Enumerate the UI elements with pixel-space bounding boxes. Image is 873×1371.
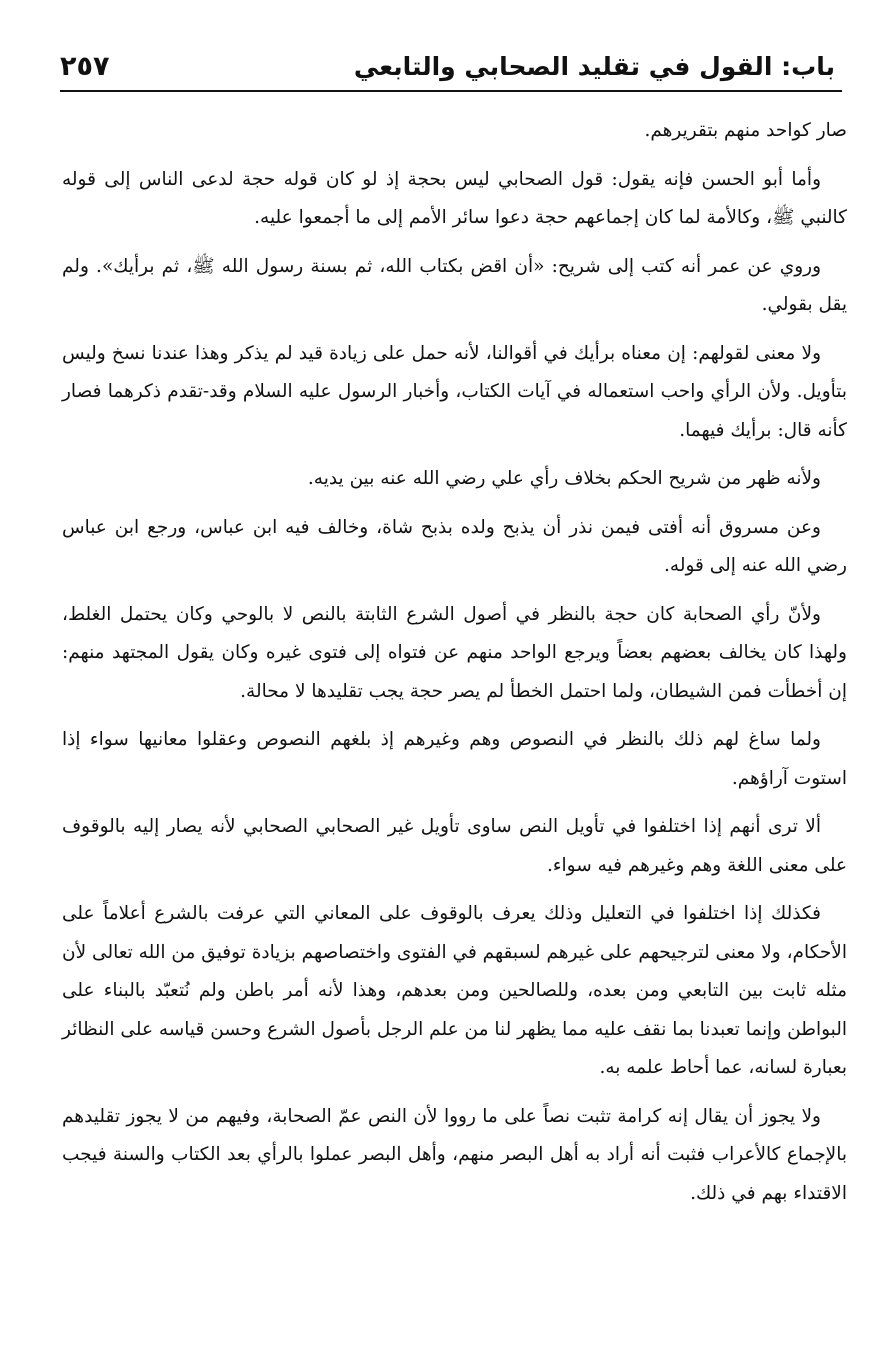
header-rule [60,90,842,92]
paragraph: ولأنه ظهر من شريح الحكم بخلاف رأي علي رضي الله عنه بين يديه. [307,468,821,489]
running-header [60,42,835,82]
paragraph: وروي عن عمر أنه كتب إلى شريح: «أن اقض بكتاب الله، ثم بسنة رسول الله ﷺ، ثم برأيك». ولم يقل بقولي. [62,255,847,315]
paragraph: وأما أبو الحسن فإنه يقول: قول الصحابي ليس بحجة إذ لو كان قوله حجة لدعى الناس إلى قوله كالنبي ﷺ، وكالأمة لما كان إجماعهم حجة دعوا سائر الأمم إلى ما أجمعوا عليه. [62,168,847,228]
paragraph: ولا معنى لقولهم: إن معناه برأيك في أقوالنا، لأنه حمل على زيادة قيد لم يذكر وهذا عندنا نسخ وليس بتأويل. ولأن الرأي واحب استعماله في آيات الكتاب، وأخبار الرسول عليه السلام وقد-تقدم ذكرهما فصار كأنه قال: برأيك فيهما. [62,342,847,441]
paragraph: ولما ساغ لهم ذلك بالنظر في النصوص وهم وغيرهم إذ بلغهم النصوص وعقلوا معانيها سواء إذا استوت آراؤهم. [62,729,847,789]
paragraph: صار كواحد منهم بتقريرهم. [644,120,847,141]
paragraph: فكذلك إذا اختلفوا في التعليل وذلك يعرف بالوقوف على المعاني التي عرفت بالشرع أعلاماً على الأحكام، ولا معنى لترجيحهم على غيرهم لسبقهم في الفتوى واختصاصهم بزيادة توفيق من الله تعالى لأن مثله ثابت بين التابعي ومن بعده، وللصالحين ومن بعدهم، وهذا لأنه أمر باطن ولم نُتعبّد بالبناء على البواطن وإنما تعبدنا بما نقف عليه مما يظهر لنا من علم الرجل بأصول الشرع وحسن قياسه على النظائر بعبارة لسانه، عما أحاط علمه به. [62,903,847,1078]
body-text [62,112,847,1223]
paragraph: ولا يجوز أن يقال إنه كرامة تثبت نصاً على ما رووا لأن النص عمّ الصحابة، وفيهم من لا يجوز تقليدهم بالإجماع كالأعراب فثبت أنه أراد به أهل البصر منهم، وأهل البصر عملوا بالرأي بعد الكتاب والسنة فيجب الاقتداء بهم في ذلك. [62,1105,847,1204]
header-title: باب: القول في تقليد الصحابي والتابعي [353,52,835,81]
page-number: ٢٥٧ [60,51,110,82]
paragraph: ولأنّ رأي الصحابة كان حجة بالنظر في أصول الشرع الثابتة بالنص لا بالوحي وكان يحتمل الغلط، ولهذا كان يخالف بعضهم بعضاً ويرجع الواحد منهم عن فتواه إلى فتوى غيره وكان يقول المجتهد منهم: إن أخطأت فمن الشيطان، ولما احتمل الخطأ لم يصر حجة يجب تقليدها لا محالة. [62,603,847,702]
paragraph: ألا ترى أنهم إذا اختلفوا في تأويل النص ساوى تأويل غير الصحابي الصحابي لأنه يصار إليه بالوقوف على معنى اللغة وهم وغيرهم فيه سواء. [62,816,847,876]
paragraph: وعن مسروق أنه أفتى فيمن نذر أن يذبح ولده بذبح شاة، وخالف فيه ابن عباس، ورجع ابن عباس رضي الله عنه إلى قوله. [62,516,847,576]
